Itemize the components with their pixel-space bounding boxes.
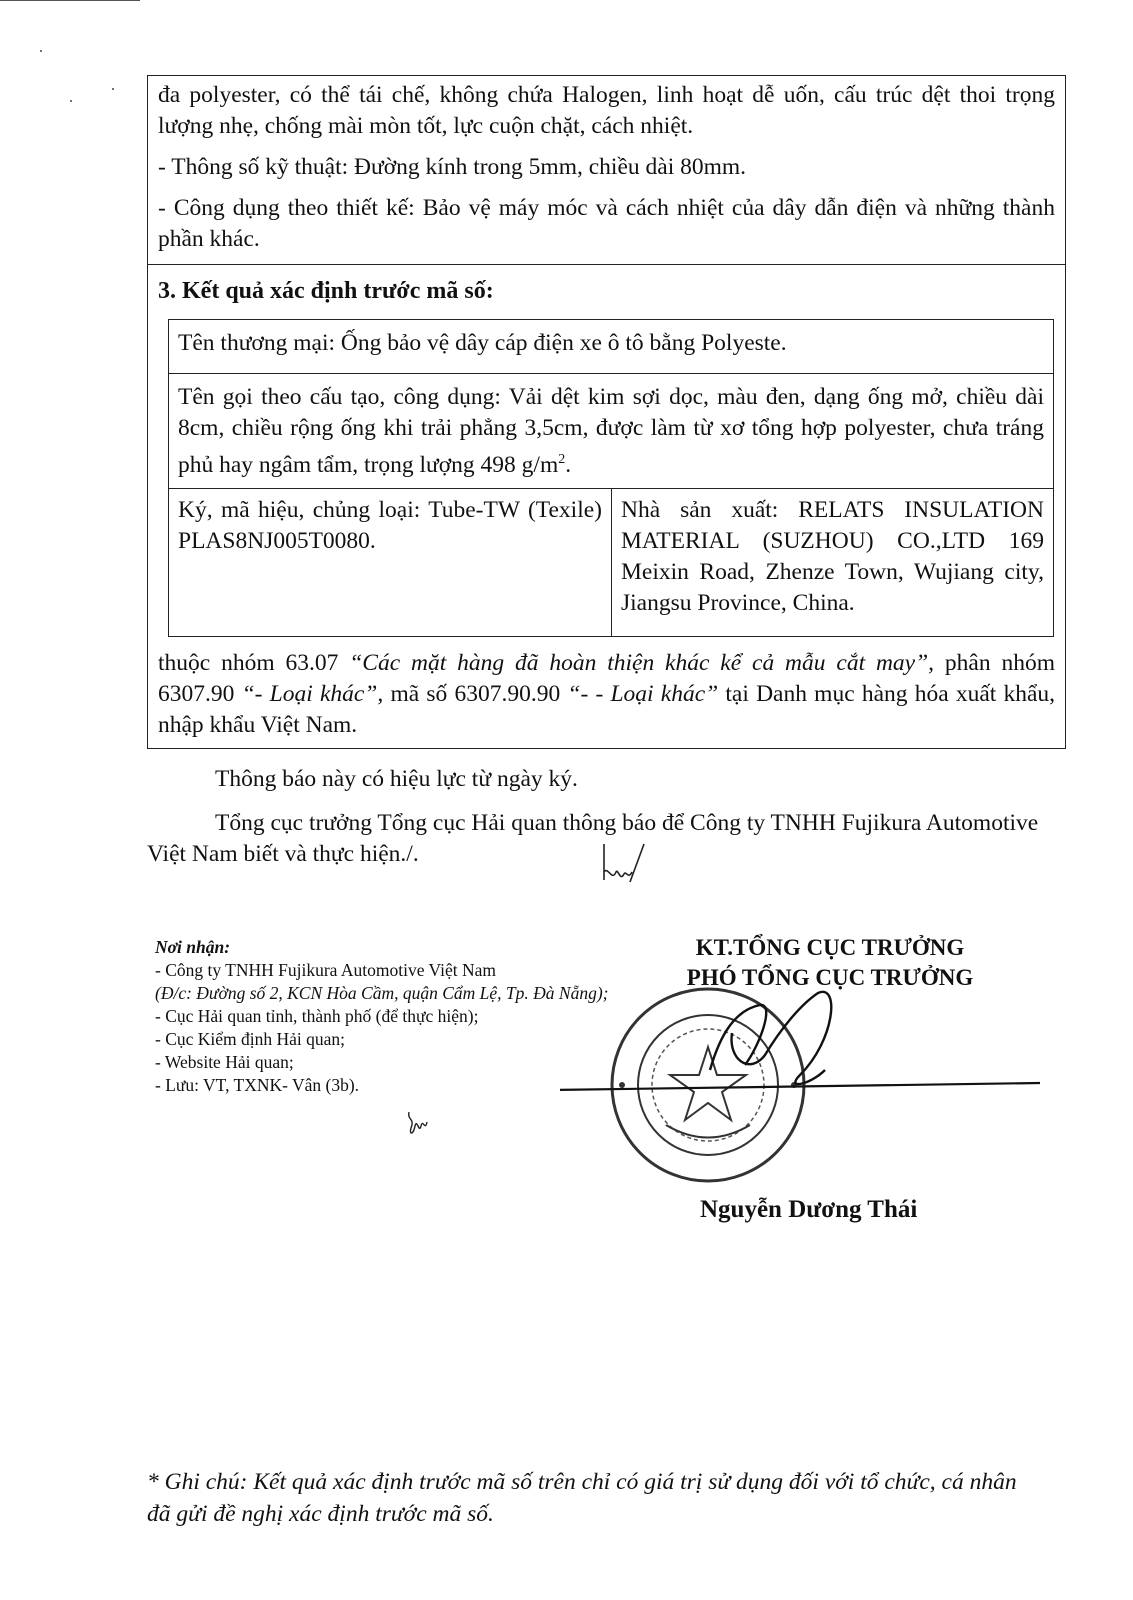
structural-name-cell	[169, 374, 1053, 489]
conclusion-text: tại Danh mục hàng hóa xuất khẩu, nhập khẩu Việt Nam.	[158, 681, 1056, 738]
subheading-6307-90-desc: “- Loại khác”,	[241, 681, 384, 707]
product-description	[158, 80, 1055, 265]
material-text: đa polyester, có thể tái chế, không chứa Halogen, linh hoạt dễ uốn, cấu trúc dệt thoi trọng lượng nhẹ, chống mài mòn tốt, lực cuộn chặt, cách nhiệt.	[158, 82, 1055, 139]
unit-superscript: 2	[558, 452, 566, 467]
conclusion-text: thuộc nhóm 63.07	[158, 650, 350, 676]
recipients-title: Nơi nhận:	[155, 937, 231, 957]
scan-speck	[112, 88, 114, 90]
recipient-item: - Website Hải quan;	[155, 1052, 294, 1072]
scan-speck	[40, 50, 42, 52]
recipient-address: (Đ/c: Đường số 2, KCN Hòa Cầm, quận Cẩm Lệ, Tp. Đà Nẵng);	[155, 983, 609, 1003]
conclusion-text: mã số 6307.90.90	[383, 681, 568, 707]
recipient-item: - Công ty TNHH Fujikura Automotive Việt Nam	[155, 960, 496, 980]
footnote: * Ghi chú: Kết quả xác định trước mã số trên chỉ có giá trị sử dụng đối với tổ chức, cá nhân đã gửi đề nghị xác định trước mã số.	[147, 1469, 1017, 1527]
scan-speck	[70, 100, 72, 102]
signatory-title-line2: PHÓ TỔNG CỤC TRƯỞNG	[686, 965, 974, 990]
structural-name-end: .	[565, 451, 572, 478]
initials-mark	[600, 842, 650, 884]
conclusion-text: phân nhóm 6307.90	[158, 650, 1055, 707]
clerk-initials-mark	[405, 1108, 431, 1138]
validity-statement: Thông báo này có hiệu lực từ ngày ký.	[215, 766, 578, 792]
technical-spec-text: - Thông số kỹ thuật: Đường kính trong 5mm, chiều dài 80mm.	[158, 154, 747, 180]
scan-edge-line	[0, 0, 140, 1]
model-cell: Ký, mã hiệu, chủng loại: Tube-TW (Texile) PLAS8NJ005T0080.	[169, 489, 612, 636]
signatory-title-block	[665, 933, 995, 993]
signatory-title-line1: KT.TỔNG CỤC TRƯỞNG	[695, 935, 965, 960]
classification-table	[168, 319, 1054, 637]
trade-name-cell: Tên thương mại: Ống bảo vệ dây cáp điện xe ô tô bằng Polyeste.	[169, 320, 1053, 374]
structural-name-text: Tên gọi theo cấu tạo, công dụng: Vải dệt kim sợi dọc, màu đen, dạng ống mở, chiều dài 8cm, chiều rộng ống khi trải phẳng 3,5cm, được làm từ xơ tổng hợp polyester, chưa tráng phủ hay ngâm tẩm, trọng lượng 498 g/m	[178, 384, 1044, 478]
code-6307-90-90-desc: “- - Loại khác”	[567, 681, 719, 707]
closing-statement: Tổng cục trưởng Tổng cục Hải quan thông báo để Công ty TNHH Fujikura Automotive Việt Nam biết và thực hiện./.	[147, 810, 1039, 867]
section-divider	[148, 264, 1065, 265]
classification-conclusion	[158, 648, 1055, 741]
recipient-item: - Lưu: VT, TXNK- Vân (3b).	[155, 1075, 360, 1095]
manufacturer-cell: Nhà sản xuất: RELATS INSULATION MATERIAL (SUZHOU) CO.,LTD 169 Meixin Road, Zhenze Town, Wujiang city, Jiangsu Province, China.	[621, 497, 1044, 616]
handwritten-signature	[560, 985, 1060, 1145]
heading-63-07-desc: “Các mặt hàng đã hoàn thiện khác kể cả mẫu cắt may”,	[349, 650, 935, 676]
design-usage-text: - Công dụng theo thiết kế: Bảo vệ máy móc và cách nhiệt của dây dẫn điện và những thành phần khác.	[158, 195, 1055, 252]
section-3-heading: 3. Kết quả xác định trước mã số:	[158, 278, 494, 304]
recipients-list	[155, 936, 625, 1097]
main-content-box	[147, 75, 1066, 749]
recipient-item: - Cục Hải quan tỉnh, thành phố (để thực hiện);	[155, 1006, 479, 1026]
signer-name: Nguyễn Dương Thái	[700, 1196, 918, 1223]
recipient-item: - Cục Kiểm định Hải quan;	[155, 1029, 346, 1049]
